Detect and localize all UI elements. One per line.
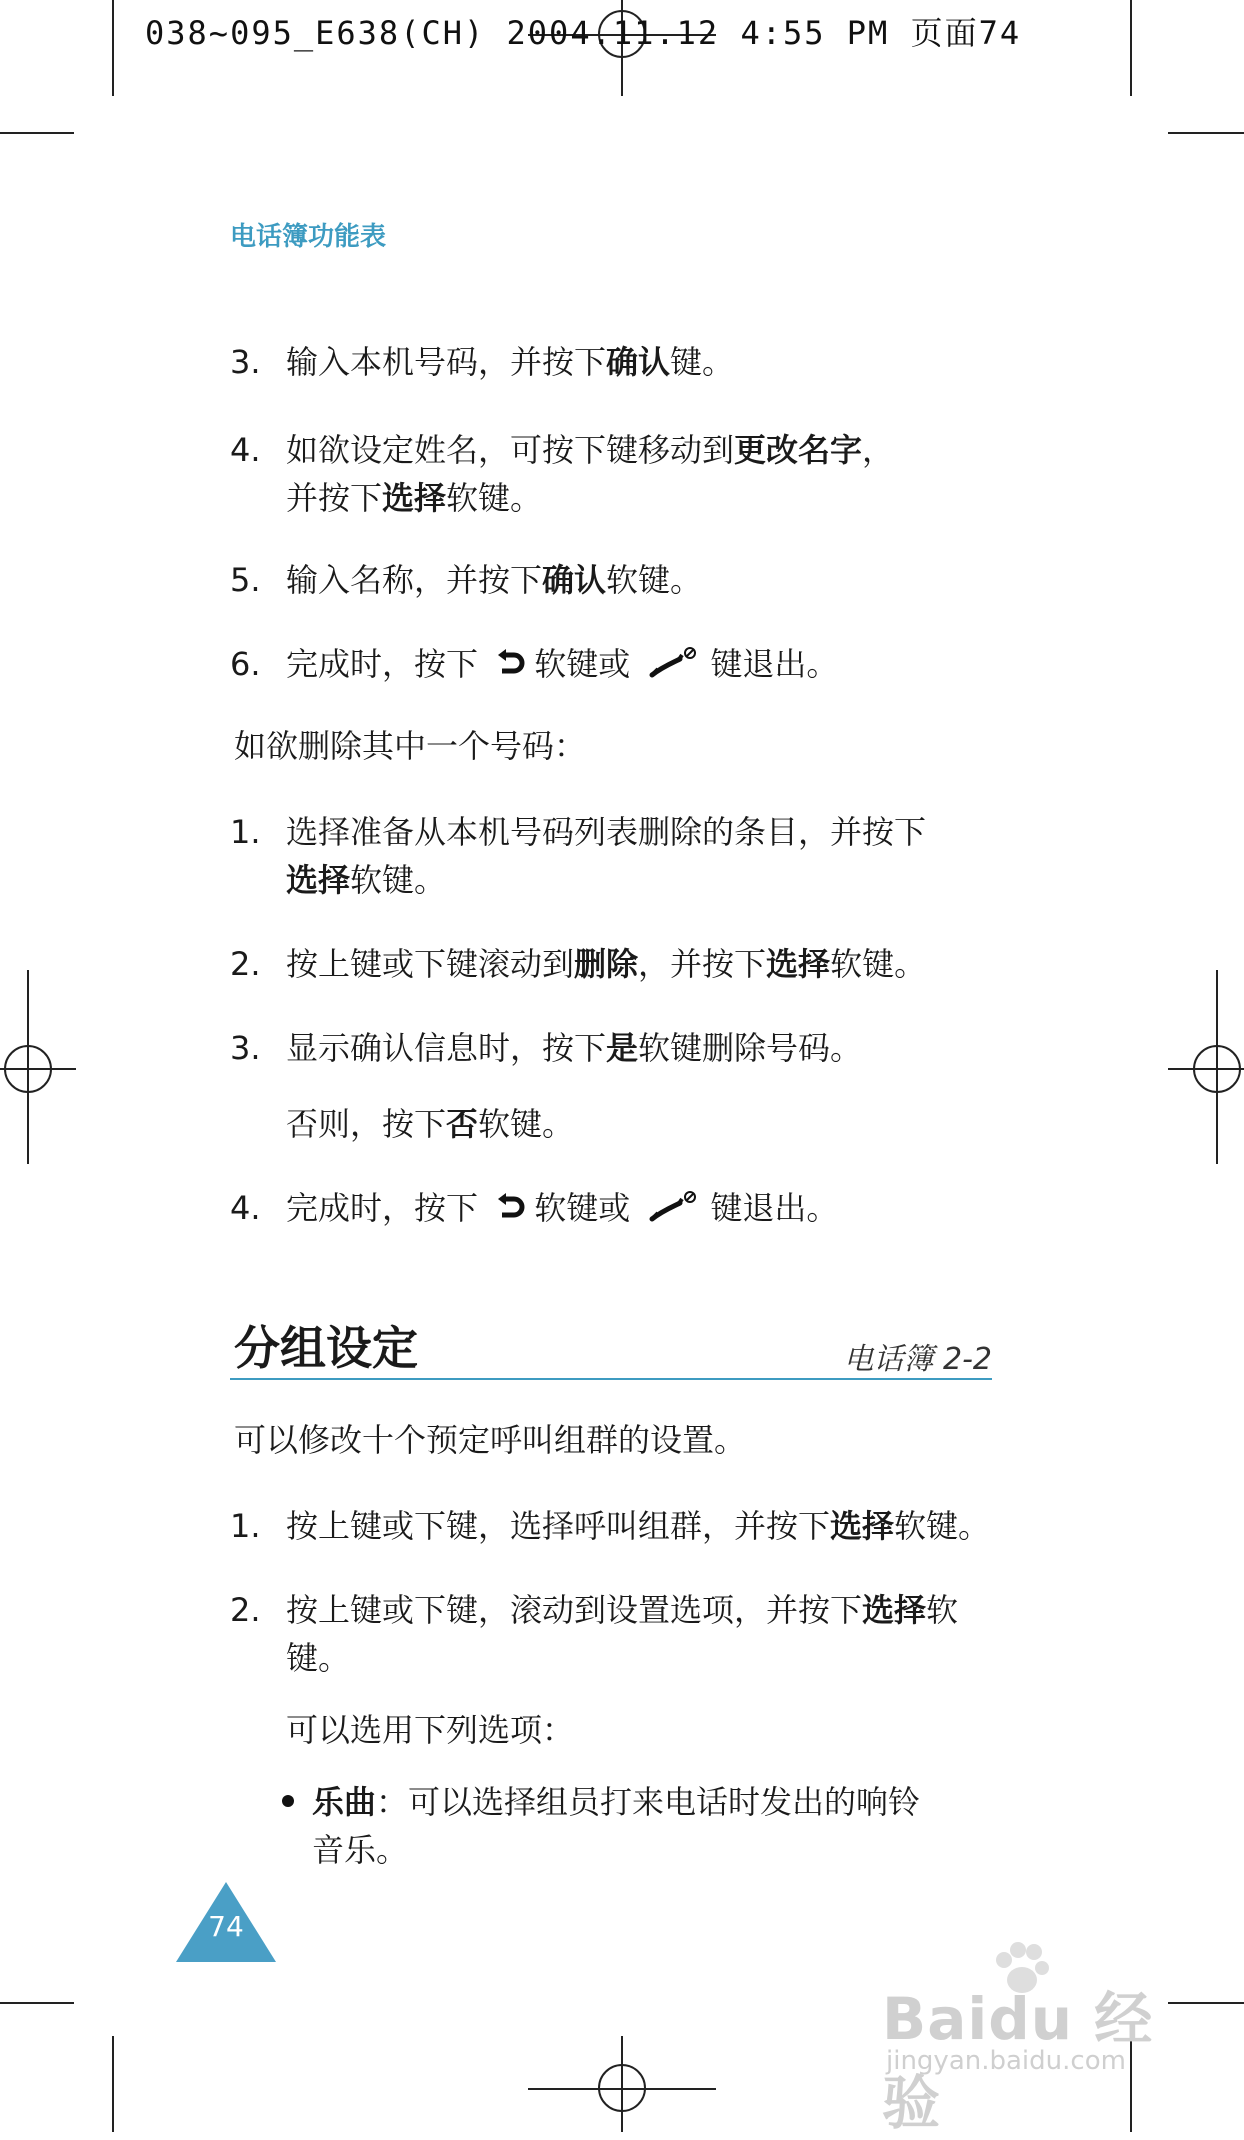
crop-mark-bottom-left-h <box>0 2002 74 2004</box>
section-rule <box>230 1378 992 1380</box>
group-step-1: 1. 按上键或下键，选择呼叫组群，并按下选择软键。 <box>230 1507 991 1545</box>
delete-step-1-continued: 选择软键。 <box>286 861 447 899</box>
print-slug: 038~095_E638(CH) 2004.11.12 4:55 PM 页面74 <box>145 14 1022 52</box>
delete-step-3-otherwise: 否则，按下否软键。 <box>286 1105 575 1143</box>
section-ref: 电话簿 2-2 <box>843 1342 992 1377</box>
step-6: 6. 完成时，按下 软键或 键退出。 <box>230 645 839 683</box>
end-call-icon <box>648 1189 700 1225</box>
delete-step-3: 3. 显示确认信息时，按下是软键删除号码。 <box>230 1029 863 1067</box>
bullet-ringtone-continued: 音乐。 <box>312 1831 409 1869</box>
delete-step-1: 1. 选择准备从本机号码列表删除的条目，并按下 <box>230 813 927 851</box>
running-head: 电话簿功能表 <box>230 222 387 252</box>
crop-mark-top-left-h <box>0 132 74 134</box>
section-intro: 可以修改十个预定呼叫组群的设置。 <box>234 1421 747 1459</box>
group-step-2-continued: 键。 <box>286 1639 351 1677</box>
bullet-dot <box>282 1795 294 1807</box>
step-4: 4. 如欲设定姓名，可按下键移动到更改名字， <box>230 431 895 469</box>
crop-mark-top-left-v <box>112 0 114 96</box>
end-call-icon <box>648 645 700 681</box>
crop-mark-bottom-right-h <box>1168 2002 1244 2004</box>
section-title: 分组设定 <box>234 1321 418 1375</box>
step-5: 5. 输入名称，并按下确认软键。 <box>230 561 703 599</box>
bullet-ringtone: 乐曲：可以选择组员打来电话时发出的响铃 <box>282 1778 920 1826</box>
delete-step-2: 2. 按上键或下键滚动到删除，并按下选择软键。 <box>230 945 927 983</box>
back-arrow-icon <box>494 646 526 678</box>
step-4-continued: 并按下选择软键。 <box>286 479 543 517</box>
back-arrow-icon <box>494 1190 526 1222</box>
crop-mark-top-right-h <box>1168 132 1244 134</box>
delete-intro: 如欲删除其中一个号码： <box>234 727 587 765</box>
crop-mark-top-right-v <box>1130 0 1132 96</box>
step-3: 3. 输入本机号码，并按下确认键。 <box>230 343 735 381</box>
delete-step-4: 4. 完成时，按下 软键或 键退出。 <box>230 1189 839 1227</box>
baidu-watermark: Baidu 经验 jingyan.baidu.com <box>882 1942 1172 2082</box>
options-intro: 可以选用下列选项： <box>286 1711 575 1749</box>
group-step-2: 2. 按上键或下键，滚动到设置选项，并按下选择软 <box>230 1591 959 1629</box>
page-number: 74 <box>208 1910 244 1943</box>
crop-mark-bottom-left-v <box>112 2036 114 2132</box>
